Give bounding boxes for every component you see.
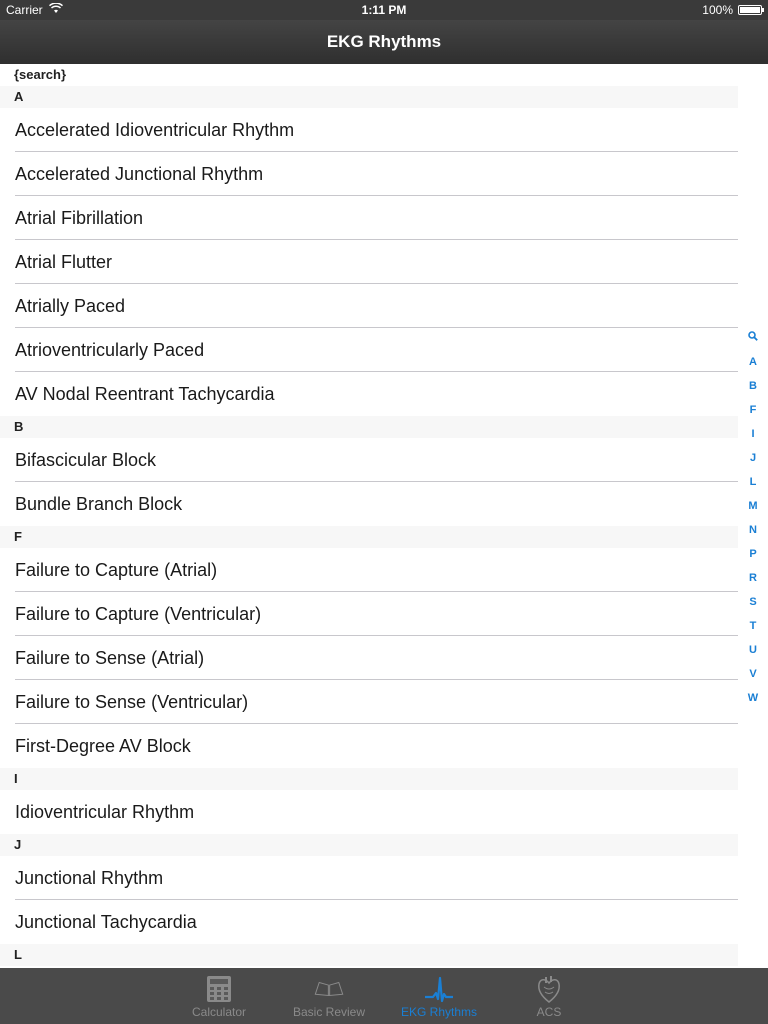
- index-letter[interactable]: J: [749, 452, 757, 464]
- table-row[interactable]: Junctional Tachycardia: [0, 900, 738, 944]
- tab-acs[interactable]: [504, 968, 594, 1024]
- index-letter[interactable]: S: [749, 596, 757, 608]
- index-letter[interactable]: I: [751, 428, 755, 440]
- table-row[interactable]: Atrioventricularly Paced: [0, 328, 738, 372]
- table-row[interactable]: Accelerated Junctional Rhythm: [0, 152, 738, 196]
- tab-label: ACS: [536, 1005, 562, 1019]
- battery-icon: [738, 5, 762, 15]
- table-row[interactable]: Bundle Branch Block: [0, 482, 738, 526]
- index-letter[interactable]: T: [749, 620, 757, 632]
- table-row[interactable]: First-Degree AV Block: [0, 724, 738, 768]
- index-letter[interactable]: W: [747, 692, 759, 704]
- index-letter[interactable]: L: [749, 476, 757, 488]
- section-header: L: [0, 944, 738, 966]
- tab-calculator[interactable]: [174, 968, 264, 1024]
- index-letter[interactable]: F: [749, 404, 757, 416]
- calculator-icon: [204, 975, 234, 1003]
- section-header: F: [0, 526, 738, 548]
- ekg-wave-icon: [424, 975, 454, 1003]
- index-letter[interactable]: V: [749, 668, 757, 680]
- section-header: A: [0, 86, 738, 108]
- section-l: [0, 944, 738, 966]
- index-letter[interactable]: P: [749, 548, 757, 560]
- index-letter[interactable]: A: [749, 356, 757, 368]
- section-b: [0, 416, 738, 526]
- section-f: [0, 526, 738, 768]
- section-i: [0, 768, 738, 834]
- tab-label: EKG Rhythms: [400, 1005, 478, 1019]
- index-letter[interactable]: M: [748, 500, 758, 512]
- table-row[interactable]: Atrial Fibrillation: [0, 196, 738, 240]
- book-icon: [314, 975, 344, 1003]
- section-header: I: [0, 768, 738, 790]
- index-letter[interactable]: U: [749, 644, 757, 656]
- table-row[interactable]: Atrially Paced: [0, 284, 738, 328]
- index-letter[interactable]: R: [749, 572, 757, 584]
- index-letter[interactable]: B: [749, 380, 757, 392]
- section-header: J: [0, 834, 738, 856]
- battery-percent: 100%: [702, 3, 733, 17]
- page-title: EKG Rhythms: [326, 32, 442, 51]
- index-letter[interactable]: N: [749, 524, 757, 536]
- table-row[interactable]: Failure to Sense (Ventricular): [0, 680, 738, 724]
- table-row[interactable]: Accelerated Idioventricular Rhythm: [0, 108, 738, 152]
- heart-icon: [534, 975, 564, 1003]
- table-row[interactable]: Junctional Rhythm: [0, 856, 738, 900]
- section-a: [0, 86, 738, 416]
- tab-label: Calculator: [191, 1005, 247, 1019]
- table-row[interactable]: Failure to Capture (Atrial): [0, 548, 738, 592]
- section-header: B: [0, 416, 738, 438]
- table-row[interactable]: Atrial Flutter: [0, 240, 738, 284]
- navigation-bar: [0, 20, 768, 64]
- search-row[interactable]: {search}: [14, 67, 67, 82]
- tab-basic-review[interactable]: [284, 968, 374, 1024]
- table-row[interactable]: Bifascicular Block: [0, 438, 738, 482]
- status-time: 1:11 PM: [361, 3, 407, 17]
- section-j: [0, 834, 738, 944]
- rhythm-table[interactable]: [0, 64, 738, 968]
- table-row[interactable]: Idioventricular Rhythm: [0, 790, 738, 834]
- index-search-icon[interactable]: [748, 326, 758, 350]
- table-row[interactable]: AV Nodal Reentrant Tachycardia: [0, 372, 738, 416]
- table-row[interactable]: Failure to Capture (Ventricular): [0, 592, 738, 636]
- tab-bar: [0, 968, 768, 1024]
- section-index[interactable]: [738, 326, 768, 710]
- tab-label: Basic Review: [292, 1005, 366, 1019]
- tab-ekg-rhythms[interactable]: [394, 968, 484, 1024]
- carrier-label: Carrier: [6, 3, 43, 17]
- table-row[interactable]: Failure to Sense (Atrial): [0, 636, 738, 680]
- status-bar: [0, 0, 768, 20]
- wifi-icon: [49, 3, 63, 17]
